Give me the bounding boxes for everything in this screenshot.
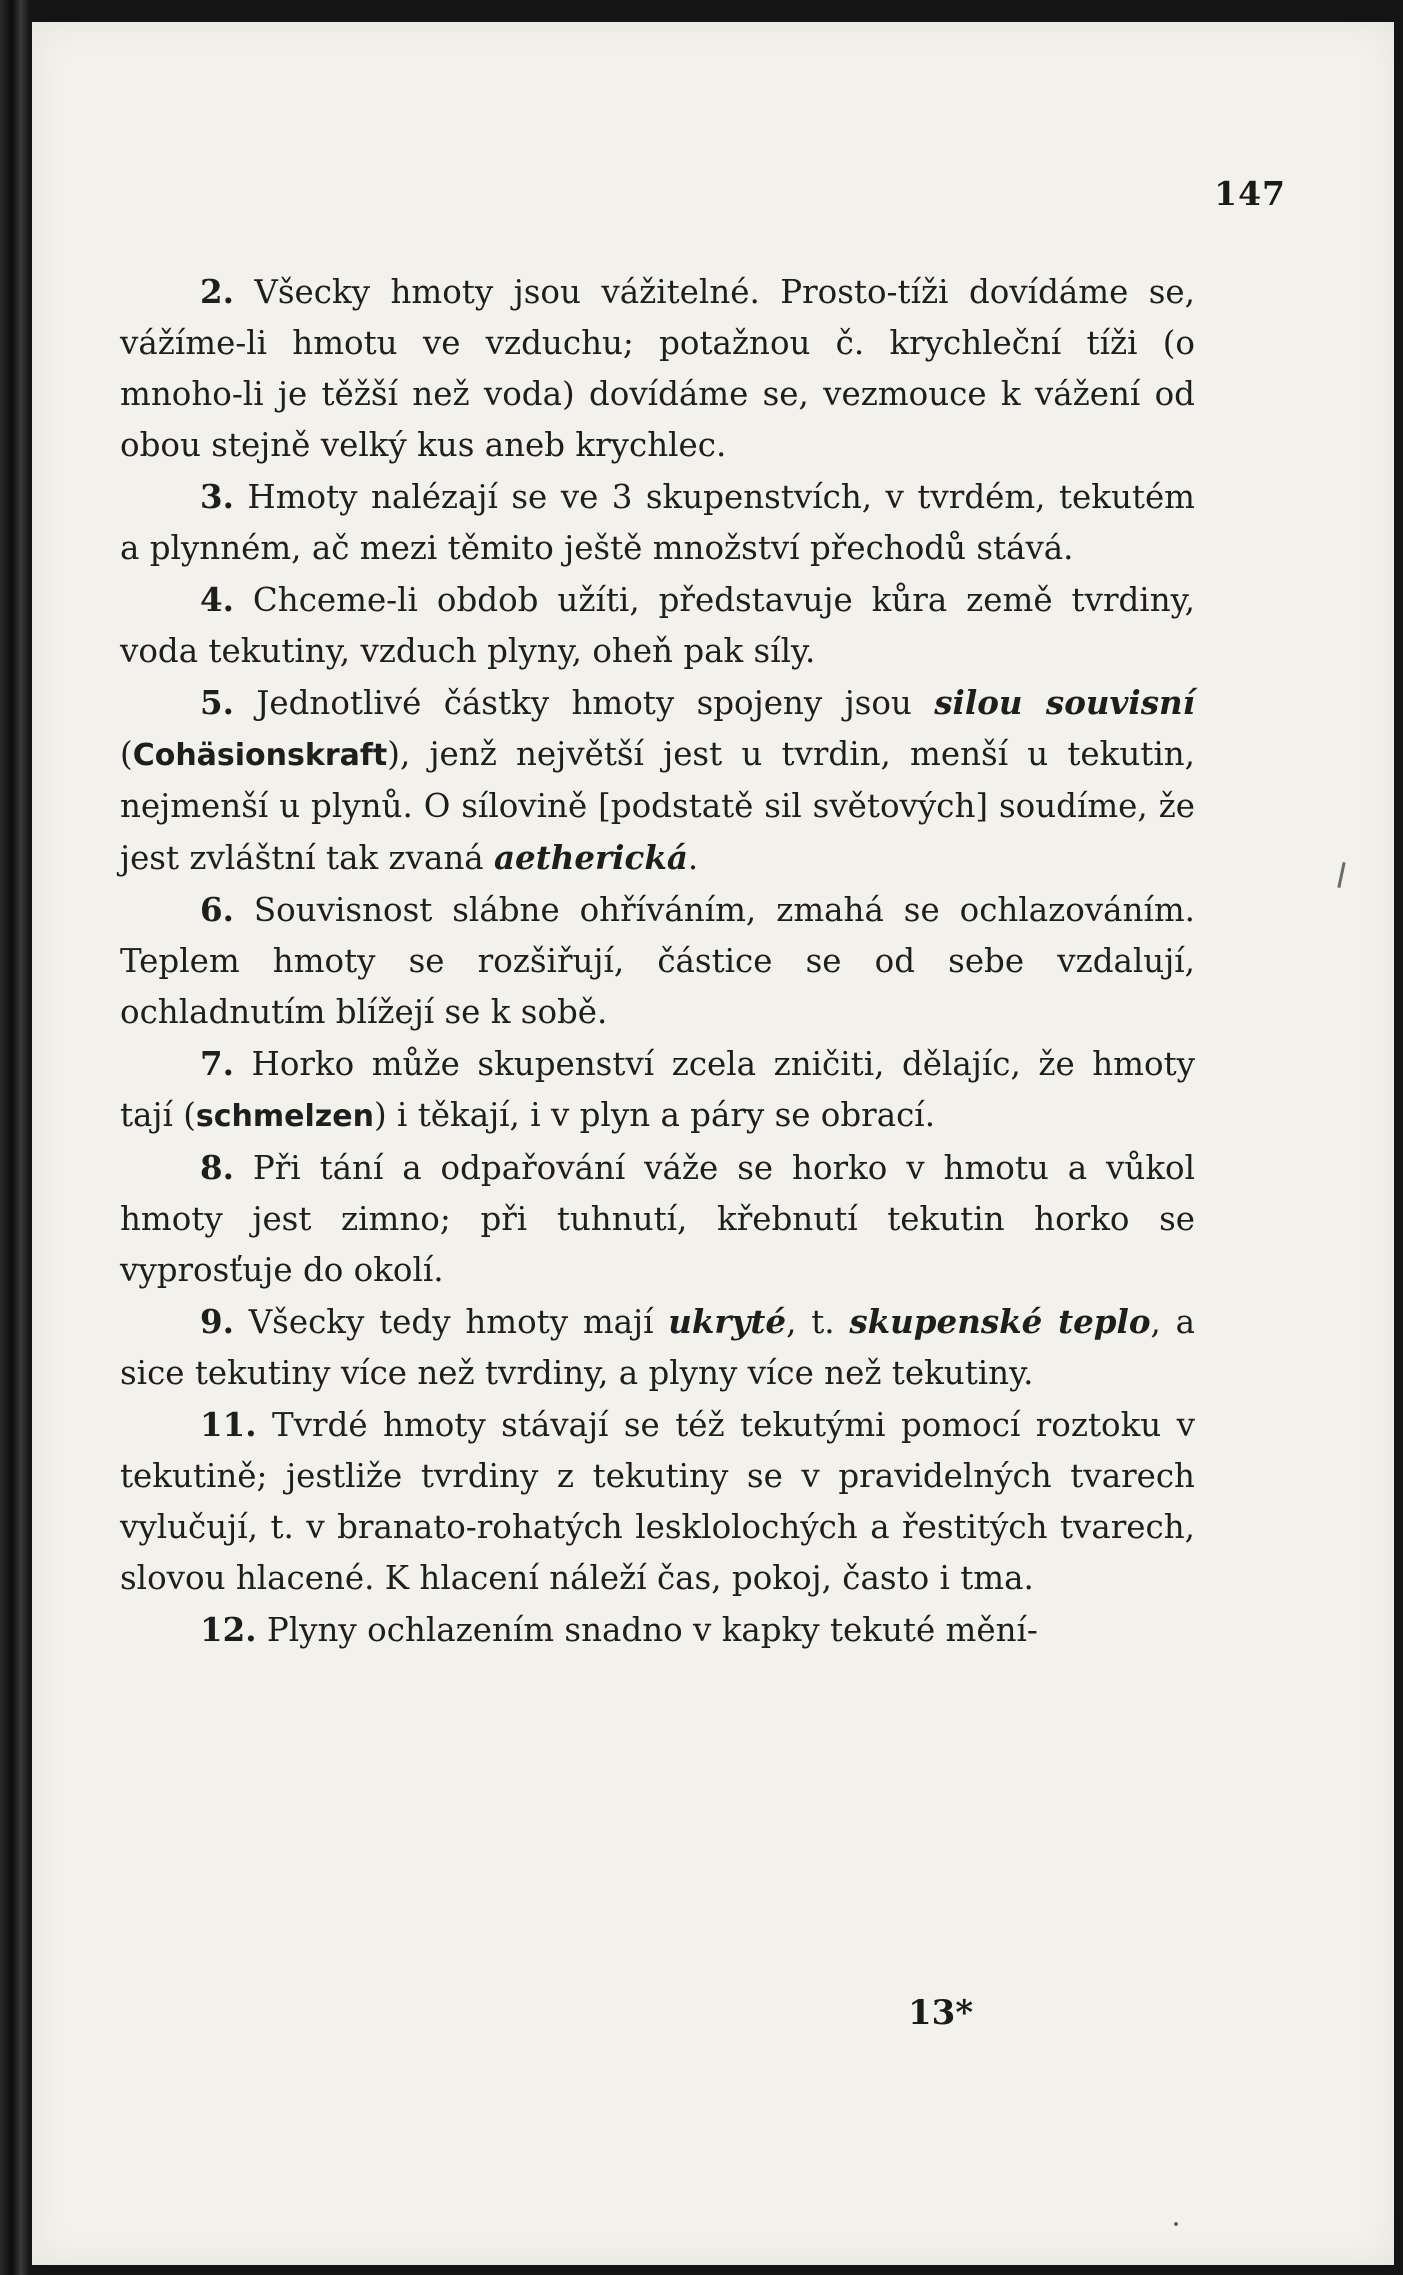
book-page <box>32 22 1394 2265</box>
german-term: schmelzen <box>195 1099 374 1134</box>
paragraph <box>120 471 1195 574</box>
paragraph <box>120 677 1195 884</box>
paragraph-number: 8. <box>200 1148 234 1187</box>
paragraph-number: 3. <box>200 477 234 516</box>
paragraph-text: Tvrdé hmoty stávají se též tekutými pomocí roztoku v tekutině; jestliže tvrdiny z tekutiny se v pravidelných tvarech vylučují, t. v branato-rohatých lesklolochých a řestitých tvarech, slovou hlacené. K hlacení náleží čas, pokoj, často i tma. <box>120 1406 1195 1597</box>
paragraph-text: Plyny ochlazením snadno v kapky tekuté mění- <box>256 1611 1038 1649</box>
paragraph <box>120 1296 1195 1399</box>
paragraph <box>120 266 1195 471</box>
paragraph <box>120 574 1195 677</box>
paragraph-number: 11. <box>200 1405 257 1444</box>
paragraph <box>120 1604 1195 1656</box>
emphasized-term: ukryté <box>668 1302 787 1341</box>
paragraph-number: 4. <box>200 580 234 619</box>
paragraph-text: Jednotlivé částky hmoty spojeny jsou <box>233 684 935 722</box>
margin-mark <box>1337 862 1345 888</box>
paragraph-number: 6. <box>200 890 234 929</box>
paragraph-text: . <box>687 839 699 877</box>
paragraph-text: Všecky hmoty jsou vážitelné. Prosto-tíži dovídáme se, vážíme-li hmotu ve vzduchu; potažnou č. krychleční tíži (o mnoho-li je těžší než voda) dovídáme se, vezmouce k vážení od obou stejně velký kus aneb krychlec. <box>120 273 1195 464</box>
emphasized-term: skupenské teplo <box>849 1302 1151 1341</box>
paragraph-text: , a sice tekutiny více než tvrdiny, a plyny více než tekutiny. <box>120 1303 1195 1392</box>
paragraph-text: ), jenž největší jest u tvrdin, menší u tekutin, nejmenší u plynů. O sílovině [podstatě sil světových] soudíme, že jest zvláštní tak zvaná <box>120 735 1195 877</box>
paragraph-text: , t. <box>786 1303 850 1341</box>
paragraph-number: 12. <box>200 1610 257 1649</box>
paragraph-text: Souvisnost slábne ohříváním, zmahá se ochlazováním. Teplem hmoty se rozšiřují, částice se od sebe vzdalují, ochladnutím blížejí se k sobě. <box>120 891 1195 1031</box>
ink-speck <box>1174 2222 1178 2226</box>
paragraph <box>120 1038 1195 1142</box>
paragraph-text: ( <box>120 735 133 773</box>
page-number: 147 <box>1214 174 1286 213</box>
paragraph <box>120 1142 1195 1296</box>
emphasized-term: aetherická <box>494 838 688 877</box>
paragraph <box>120 884 1195 1038</box>
paragraph-text: ) i těkají, i v plyn a páry se obrací. <box>373 1096 936 1134</box>
paragraph-text: Chceme-li obdob užíti, představuje kůra země tvrdiny, voda tekutiny, vzduch plyny, oheň pak síly. <box>120 581 1195 670</box>
page-text <box>120 266 1195 1656</box>
paragraph-text: Horko může skupenství zcela zničiti, dělajíc, že hmoty tají ( <box>120 1045 1195 1134</box>
paragraph-number: 7. <box>200 1044 234 1083</box>
paragraph-number: 5. <box>200 683 234 722</box>
paragraph-text: Všecky tedy hmoty mají <box>233 1303 669 1341</box>
emphasized-term: silou souvisní <box>934 683 1195 722</box>
paragraph-text: Hmoty nalézají se ve 3 skupenstvích, v tvrdém, tekutém a plynném, ač mezi těmito ještě množství přechodů stává. <box>120 478 1195 567</box>
book-binding-edge <box>0 0 30 2275</box>
german-term: Cohäsionskraft <box>132 738 388 773</box>
paragraph <box>120 1399 1195 1604</box>
paragraph-number: 9. <box>200 1302 234 1341</box>
signature-mark: 13* <box>908 1993 974 2033</box>
paragraph-number: 2. <box>200 272 234 311</box>
paragraph-text: Při tání a odpařování váže se horko v hmotu a vůkol hmoty jest zimno; při tuhnutí, křebnutí tekutin horko se vyprosťuje do okolí. <box>120 1149 1195 1289</box>
